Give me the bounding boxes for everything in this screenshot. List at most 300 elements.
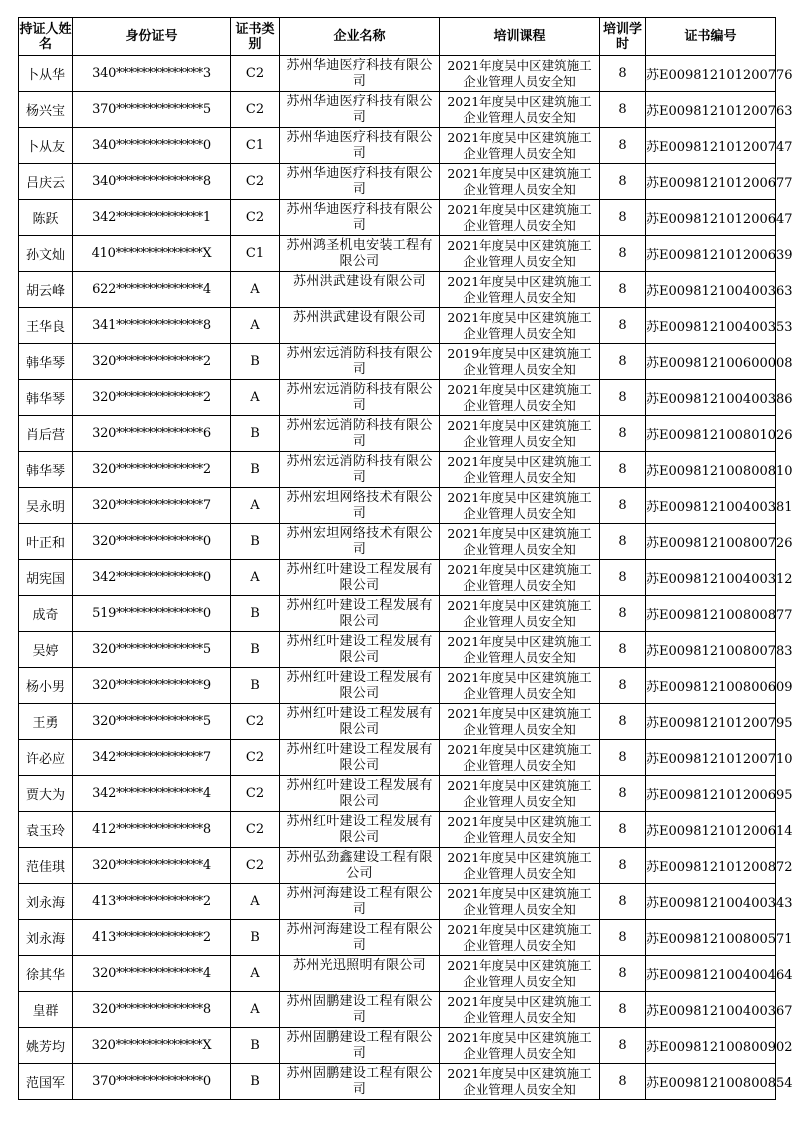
holder-name-cell: 范佳琪 (19, 848, 73, 884)
company-name-cell-text: 苏州鸿圣机电安装工程有限公司 (286, 237, 433, 269)
cert-category-cell: C2 (231, 200, 280, 236)
id-number-cell: 320**************5 (73, 704, 231, 740)
training-course-cell (440, 560, 600, 596)
id-number-cell: 320**************8 (73, 992, 231, 1028)
id-number-cell: 342**************7 (73, 740, 231, 776)
company-name-cell (280, 308, 440, 344)
training-course-cell (440, 344, 600, 380)
training-course-cell (440, 848, 600, 884)
training-hours-cell: 8 (600, 452, 646, 488)
training-course-cell-text: 2021年度吴中区建筑施工企业管理人员安全知 (447, 237, 592, 269)
company-name-cell-text: 苏州洪武建设有限公司 (292, 309, 426, 325)
holder-name-cell: 肖后营 (19, 416, 73, 452)
table-row (19, 308, 776, 344)
holder-name-cell: 皇群 (19, 992, 73, 1028)
company-name-cell-text: 苏州红叶建设工程发展有限公司 (286, 777, 433, 809)
cert-number-cell: 苏E009812101200614 (646, 812, 776, 848)
company-name-cell (280, 668, 440, 704)
training-course-cell (440, 632, 600, 668)
training-course-cell-text: 2021年度吴中区建筑施工企业管理人员安全知 (447, 705, 592, 737)
company-name-cell (280, 848, 440, 884)
company-name-cell (280, 488, 440, 524)
company-name-cell-text: 苏州光迅照明有限公司 (292, 957, 426, 973)
training-course-cell-text: 2021年度吴中区建筑施工企业管理人员安全知 (447, 273, 592, 305)
cert-number-cell: 苏E009812100400363 (646, 272, 776, 308)
cert-number-cell: 苏E009812101200795 (646, 704, 776, 740)
training-course-cell (440, 740, 600, 776)
company-name-cell-text: 苏州宏远消防科技有限公司 (286, 417, 433, 449)
company-name-cell (280, 1028, 440, 1064)
training-hours-cell: 8 (600, 668, 646, 704)
training-course-cell-text: 2021年度吴中区建筑施工企业管理人员安全知 (447, 201, 592, 233)
id-number-cell: 320**************2 (73, 344, 231, 380)
company-name-cell-text: 苏州华迪医疗科技有限公司 (286, 57, 433, 89)
training-hours-cell: 8 (600, 956, 646, 992)
table-row (19, 380, 776, 416)
training-course-cell-text: 2021年度吴中区建筑施工企业管理人员安全知 (447, 1065, 592, 1097)
holder-name-cell: 陈跃 (19, 200, 73, 236)
cert-category-cell: C2 (231, 740, 280, 776)
training-hours-cell: 8 (600, 380, 646, 416)
company-name-cell (280, 776, 440, 812)
id-number-cell: 340**************3 (73, 56, 231, 92)
id-number-cell: 320**************4 (73, 956, 231, 992)
training-course-cell (440, 596, 600, 632)
company-name-cell (280, 1064, 440, 1100)
holder-name-cell: 贾大为 (19, 776, 73, 812)
table-row (19, 956, 776, 992)
cert-category-cell: A (231, 956, 280, 992)
cert-category-cell: A (231, 272, 280, 308)
training-course-cell (440, 884, 600, 920)
company-name-cell (280, 128, 440, 164)
company-name-cell-text: 苏州宏远消防科技有限公司 (286, 381, 433, 413)
training-hours-cell: 8 (600, 488, 646, 524)
training-course-cell-text: 2021年度吴中区建筑施工企业管理人员安全知 (447, 813, 592, 845)
training-course-cell-text: 2021年度吴中区建筑施工企业管理人员安全知 (447, 885, 592, 917)
id-number-cell: 320**************2 (73, 452, 231, 488)
cert-number-cell: 苏E009812100800877 (646, 596, 776, 632)
id-number-cell: 320**************9 (73, 668, 231, 704)
table-row (19, 200, 776, 236)
cert-number-cell: 苏E009812100800902 (646, 1028, 776, 1064)
training-course-cell (440, 1028, 600, 1064)
holder-name-cell: 吕庆云 (19, 164, 73, 200)
training-course-cell-text: 2021年度吴中区建筑施工企业管理人员安全知 (447, 417, 592, 449)
training-course-cell (440, 920, 600, 956)
header-row (19, 18, 776, 56)
cert-category-cell: B (231, 344, 280, 380)
id-number-cell: 340**************0 (73, 128, 231, 164)
table-row (19, 740, 776, 776)
training-hours-cell: 8 (600, 308, 646, 344)
company-name-cell (280, 812, 440, 848)
table-row (19, 992, 776, 1028)
training-course-cell (440, 992, 600, 1028)
cert-category-cell: B (231, 1064, 280, 1100)
company-name-cell (280, 416, 440, 452)
company-name-cell-text: 苏州洪武建设有限公司 (292, 273, 426, 289)
company-name-cell-text: 苏州华迪医疗科技有限公司 (286, 93, 433, 125)
cert-category-cell: C2 (231, 164, 280, 200)
id-number-cell: 340**************8 (73, 164, 231, 200)
company-name-cell-text: 苏州红叶建设工程发展有限公司 (286, 741, 433, 773)
holder-name-cell: 杨兴宝 (19, 92, 73, 128)
table-row (19, 272, 776, 308)
training-hours-cell: 8 (600, 1064, 646, 1100)
cert-number-cell: 苏E009812100400381 (646, 488, 776, 524)
header-id-number: 身份证号 (73, 18, 231, 56)
cert-category-cell: C2 (231, 92, 280, 128)
cert-number-cell: 苏E009812101200695 (646, 776, 776, 812)
cert-category-cell: B (231, 416, 280, 452)
training-course-cell-text: 2021年度吴中区建筑施工企业管理人员安全知 (447, 849, 592, 881)
training-course-cell-text: 2021年度吴中区建筑施工企业管理人员安全知 (447, 957, 592, 989)
training-course-cell (440, 956, 600, 992)
table-row (19, 164, 776, 200)
company-name-cell (280, 992, 440, 1028)
training-course-cell (440, 776, 600, 812)
cert-category-cell: A (231, 884, 280, 920)
holder-name-cell: 韩华琴 (19, 452, 73, 488)
holder-name-cell: 姚芳均 (19, 1028, 73, 1064)
company-name-cell-text: 苏州河海建设工程有限公司 (286, 921, 433, 953)
training-course-cell-text: 2021年度吴中区建筑施工企业管理人员安全知 (447, 921, 592, 953)
company-name-cell-text: 苏州红叶建设工程发展有限公司 (286, 561, 433, 593)
training-hours-cell: 8 (600, 560, 646, 596)
company-name-cell (280, 452, 440, 488)
cert-number-cell: 苏E009812101200710 (646, 740, 776, 776)
training-hours-cell: 8 (600, 56, 646, 92)
training-course-cell-text: 2019年度吴中区建筑施工企业管理人员安全知 (447, 345, 592, 377)
company-name-cell (280, 884, 440, 920)
cert-number-cell: 苏E009812100801026 (646, 416, 776, 452)
id-number-cell: 413**************2 (73, 920, 231, 956)
training-course-cell-text: 2021年度吴中区建筑施工企业管理人员安全知 (447, 741, 592, 773)
company-name-cell (280, 92, 440, 128)
company-name-cell (280, 632, 440, 668)
training-course-cell-text: 2021年度吴中区建筑施工企业管理人员安全知 (447, 93, 592, 125)
cert-category-cell: A (231, 992, 280, 1028)
company-name-cell (280, 524, 440, 560)
holder-name-cell: 杨小男 (19, 668, 73, 704)
company-name-cell-text: 苏州红叶建设工程发展有限公司 (286, 633, 433, 665)
id-number-cell: 413**************2 (73, 884, 231, 920)
table-row (19, 776, 776, 812)
table-row (19, 704, 776, 740)
cert-category-cell: B (231, 632, 280, 668)
cert-category-cell: B (231, 1028, 280, 1064)
cert-number-cell: 苏E009812100400386 (646, 380, 776, 416)
company-name-cell (280, 272, 440, 308)
header-training-course: 培训课程 (440, 18, 600, 56)
training-hours-cell: 8 (600, 884, 646, 920)
cert-category-cell: C2 (231, 812, 280, 848)
training-hours-cell: 8 (600, 704, 646, 740)
holder-name-cell: 刘永海 (19, 920, 73, 956)
training-hours-cell: 8 (600, 1028, 646, 1064)
training-course-cell (440, 164, 600, 200)
table-row (19, 1028, 776, 1064)
cert-number-cell: 苏E009812101200747 (646, 128, 776, 164)
holder-name-cell: 成奇 (19, 596, 73, 632)
header-company-name: 企业名称 (280, 18, 440, 56)
cert-number-cell: 苏E009812101200763 (646, 92, 776, 128)
company-name-cell-text: 苏州宏远消防科技有限公司 (286, 345, 433, 377)
training-hours-cell: 8 (600, 236, 646, 272)
header-training-hours: 培训学时 (600, 18, 646, 56)
id-number-cell: 342**************1 (73, 200, 231, 236)
training-hours-cell: 8 (600, 740, 646, 776)
cert-number-cell: 苏E009812101200639 (646, 236, 776, 272)
id-number-cell: 412**************8 (73, 812, 231, 848)
training-hours-cell: 8 (600, 920, 646, 956)
company-name-cell-text: 苏州红叶建设工程发展有限公司 (286, 813, 433, 845)
cert-category-cell: A (231, 308, 280, 344)
training-course-cell (440, 416, 600, 452)
training-hours-cell: 8 (600, 200, 646, 236)
table-row (19, 488, 776, 524)
id-number-cell: 342**************0 (73, 560, 231, 596)
company-name-cell (280, 956, 440, 992)
header-cert-category: 证书类别 (231, 18, 280, 56)
id-number-cell: 320**************X (73, 1028, 231, 1064)
cert-category-cell: B (231, 668, 280, 704)
table-row (19, 236, 776, 272)
cert-number-cell: 苏E009812101200647 (646, 200, 776, 236)
training-course-cell (440, 200, 600, 236)
training-course-cell-text: 2021年度吴中区建筑施工企业管理人员安全知 (447, 777, 592, 809)
training-course-cell-text: 2021年度吴中区建筑施工企业管理人员安全知 (447, 57, 592, 89)
cert-number-cell: 苏E009812101200677 (646, 164, 776, 200)
company-name-cell-text: 苏州固鹏建设工程有限公司 (286, 1065, 433, 1097)
training-course-cell-text: 2021年度吴中区建筑施工企业管理人员安全知 (447, 669, 592, 701)
cert-category-cell: B (231, 452, 280, 488)
holder-name-cell: 徐其华 (19, 956, 73, 992)
holder-name-cell: 吴婷 (19, 632, 73, 668)
company-name-cell (280, 596, 440, 632)
training-hours-cell: 8 (600, 272, 646, 308)
company-name-cell-text: 苏州弘劲鑫建设工程有限公司 (286, 849, 433, 881)
company-name-cell (280, 920, 440, 956)
training-course-cell-text: 2021年度吴中区建筑施工企业管理人员安全知 (447, 633, 592, 665)
training-course-cell (440, 308, 600, 344)
cert-number-cell: 苏E009812100800783 (646, 632, 776, 668)
table-row (19, 884, 776, 920)
training-course-cell-text: 2021年度吴中区建筑施工企业管理人员安全知 (447, 993, 592, 1025)
company-name-cell-text: 苏州华迪医疗科技有限公司 (286, 165, 433, 197)
training-course-cell-text: 2021年度吴中区建筑施工企业管理人员安全知 (447, 561, 592, 593)
training-course-cell-text: 2021年度吴中区建筑施工企业管理人员安全知 (447, 129, 592, 161)
table-row (19, 452, 776, 488)
table-row (19, 128, 776, 164)
training-course-cell (440, 704, 600, 740)
training-course-cell (440, 488, 600, 524)
training-hours-cell: 8 (600, 776, 646, 812)
header-holder-name: 持证人姓名 (19, 18, 73, 56)
holder-name-cell: 卜从友 (19, 128, 73, 164)
table-row (19, 848, 776, 884)
company-name-cell-text: 苏州华迪医疗科技有限公司 (286, 129, 433, 161)
table-body (19, 56, 793, 1100)
cert-number-cell: 苏E009812101200872 (646, 848, 776, 884)
company-name-cell-text: 苏州红叶建设工程发展有限公司 (286, 705, 433, 737)
cert-category-cell: A (231, 488, 280, 524)
company-name-cell-text: 苏州宏远消防科技有限公司 (286, 453, 433, 485)
training-course-cell-text: 2021年度吴中区建筑施工企业管理人员安全知 (447, 309, 592, 341)
training-course-cell (440, 272, 600, 308)
training-course-cell-text: 2021年度吴中区建筑施工企业管理人员安全知 (447, 1029, 592, 1061)
table-row (19, 344, 776, 380)
training-course-cell (440, 128, 600, 164)
table-row (19, 1064, 776, 1100)
cert-number-cell: 苏E009812100400343 (646, 884, 776, 920)
holder-name-cell: 吴永明 (19, 488, 73, 524)
training-hours-cell: 8 (600, 632, 646, 668)
training-course-cell (440, 452, 600, 488)
training-hours-cell: 8 (600, 416, 646, 452)
cert-category-cell: C1 (231, 236, 280, 272)
holder-name-cell: 胡云峰 (19, 272, 73, 308)
holder-name-cell: 王勇 (19, 704, 73, 740)
holder-name-cell: 卜从华 (19, 56, 73, 92)
cert-number-cell: 苏E009812100800854 (646, 1064, 776, 1100)
id-number-cell: 320**************6 (73, 416, 231, 452)
cert-category-cell: C2 (231, 56, 280, 92)
training-course-cell (440, 524, 600, 560)
id-number-cell: 370**************0 (73, 1064, 231, 1100)
training-hours-cell: 8 (600, 344, 646, 380)
training-course-cell-text: 2021年度吴中区建筑施工企业管理人员安全知 (447, 453, 592, 485)
cert-number-cell: 苏E009812100800609 (646, 668, 776, 704)
company-name-cell-text: 苏州河海建设工程有限公司 (286, 885, 433, 917)
id-number-cell: 370**************5 (73, 92, 231, 128)
company-name-cell (280, 344, 440, 380)
training-hours-cell: 8 (600, 848, 646, 884)
training-course-cell (440, 236, 600, 272)
id-number-cell: 410**************X (73, 236, 231, 272)
cert-category-cell: B (231, 596, 280, 632)
training-course-cell (440, 56, 600, 92)
id-number-cell: 320**************2 (73, 380, 231, 416)
company-name-cell (280, 164, 440, 200)
training-course-cell (440, 812, 600, 848)
company-name-cell-text: 苏州固鹏建设工程有限公司 (286, 1029, 433, 1061)
id-number-cell: 320**************0 (73, 524, 231, 560)
company-name-cell-text: 苏州华迪医疗科技有限公司 (286, 201, 433, 233)
training-course-cell (440, 668, 600, 704)
cert-number-cell: 苏E009812100400367 (646, 992, 776, 1028)
training-hours-cell: 8 (600, 992, 646, 1028)
training-course-cell-text: 2021年度吴中区建筑施工企业管理人员安全知 (447, 165, 592, 197)
training-hours-cell: 8 (600, 92, 646, 128)
company-name-cell (280, 236, 440, 272)
table-row (19, 596, 776, 632)
training-course-cell (440, 380, 600, 416)
training-course-cell-text: 2021年度吴中区建筑施工企业管理人员安全知 (447, 525, 592, 557)
company-name-cell-text: 苏州固鹏建设工程有限公司 (286, 993, 433, 1025)
cert-number-cell: 苏E009812100400464 (646, 956, 776, 992)
id-number-cell: 341**************8 (73, 308, 231, 344)
cert-category-cell: A (231, 380, 280, 416)
holder-name-cell: 叶正和 (19, 524, 73, 560)
training-hours-cell: 8 (600, 524, 646, 560)
company-name-cell-text: 苏州红叶建设工程发展有限公司 (286, 597, 433, 629)
holder-name-cell: 刘永海 (19, 884, 73, 920)
id-number-cell: 320**************4 (73, 848, 231, 884)
cert-category-cell: B (231, 920, 280, 956)
cert-number-cell: 苏E009812100800810 (646, 452, 776, 488)
holder-name-cell: 王华良 (19, 308, 73, 344)
training-course-cell-text: 2021年度吴中区建筑施工企业管理人员安全知 (447, 381, 592, 413)
table-row (19, 632, 776, 668)
training-course-cell-text: 2021年度吴中区建筑施工企业管理人员安全知 (447, 489, 592, 521)
cert-category-cell: B (231, 524, 280, 560)
certificate-table (18, 17, 793, 1100)
company-name-cell-text: 苏州红叶建设工程发展有限公司 (286, 669, 433, 701)
company-name-cell (280, 560, 440, 596)
id-number-cell: 342**************4 (73, 776, 231, 812)
company-name-cell (280, 380, 440, 416)
cert-number-cell: 苏E009812100400353 (646, 308, 776, 344)
cert-category-cell: C2 (231, 704, 280, 740)
table-row (19, 920, 776, 956)
id-number-cell: 320**************5 (73, 632, 231, 668)
table-row (19, 668, 776, 704)
cert-number-cell: 苏E009812100800571 (646, 920, 776, 956)
company-name-cell (280, 740, 440, 776)
cert-number-cell: 苏E009812100800726 (646, 524, 776, 560)
table-row (19, 56, 776, 92)
cert-number-cell: 苏E009812101200776 (646, 56, 776, 92)
company-name-cell (280, 200, 440, 236)
cert-category-cell: C2 (231, 776, 280, 812)
company-name-cell (280, 56, 440, 92)
table-row (19, 92, 776, 128)
training-hours-cell: 8 (600, 164, 646, 200)
company-name-cell (280, 704, 440, 740)
table-row (19, 560, 776, 596)
training-hours-cell: 8 (600, 596, 646, 632)
holder-name-cell: 胡宪国 (19, 560, 73, 596)
holder-name-cell: 袁玉玲 (19, 812, 73, 848)
holder-name-cell: 韩华琴 (19, 344, 73, 380)
training-course-cell (440, 92, 600, 128)
cert-category-cell: A (231, 560, 280, 596)
company-name-cell-text: 苏州宏坦网络技术有限公司 (286, 489, 433, 521)
id-number-cell: 320**************7 (73, 488, 231, 524)
training-hours-cell: 8 (600, 128, 646, 164)
cert-number-cell: 苏E009812100600008 (646, 344, 776, 380)
header-cert-number: 证书编号 (646, 18, 776, 56)
cert-number-cell: 苏E009812100400312 (646, 560, 776, 596)
holder-name-cell: 许必应 (19, 740, 73, 776)
id-number-cell: 622**************4 (73, 272, 231, 308)
table-header (19, 18, 776, 56)
training-course-cell (440, 1064, 600, 1100)
cert-category-cell: C2 (231, 848, 280, 884)
holder-name-cell: 范国军 (19, 1064, 73, 1100)
company-name-cell-text: 苏州宏坦网络技术有限公司 (286, 525, 433, 557)
table-row (19, 812, 776, 848)
training-hours-cell: 8 (600, 812, 646, 848)
training-course-cell-text: 2021年度吴中区建筑施工企业管理人员安全知 (447, 597, 592, 629)
table-row (19, 524, 776, 560)
id-number-cell: 519**************0 (73, 596, 231, 632)
cert-category-cell: C1 (231, 128, 280, 164)
table-row (19, 416, 776, 452)
holder-name-cell: 孙文灿 (19, 236, 73, 272)
